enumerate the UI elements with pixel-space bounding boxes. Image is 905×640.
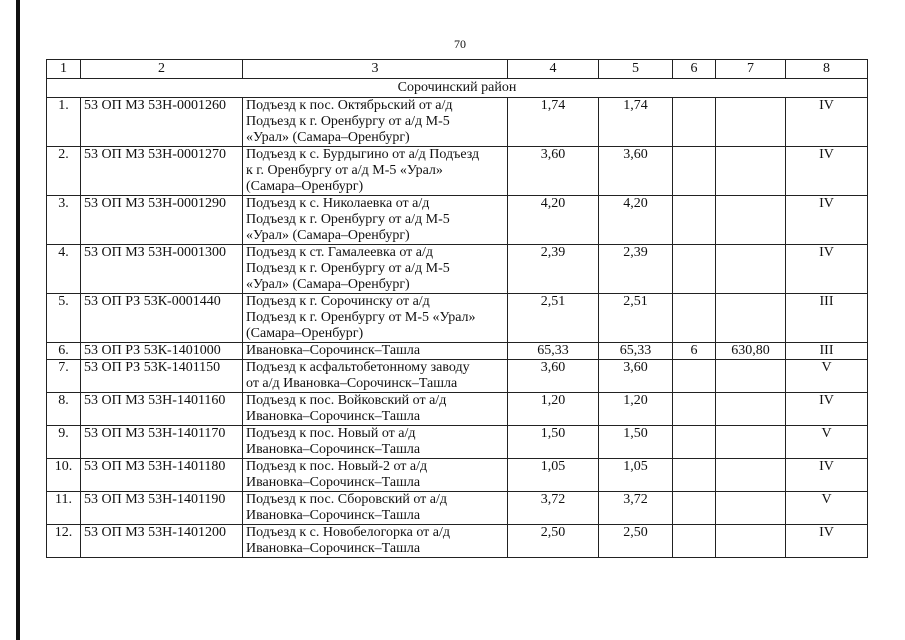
row-number: 2. (47, 147, 81, 196)
road-name-line: Подъезд к г. Оренбургу от а/д М-5 (246, 261, 450, 276)
length-value: 1,05 (508, 459, 599, 492)
column-6-value (673, 294, 716, 343)
length-value: 3,60 (508, 147, 599, 196)
column-6-value (673, 147, 716, 196)
header-row (47, 60, 868, 79)
road-name-line: Подъезд к пос. Сборовский от а/д (246, 492, 448, 507)
length-value-2: 1,74 (599, 98, 673, 147)
row-number: 3. (47, 196, 81, 245)
road-name-line: Подъезд к г. Оренбургу от а/д М-5 (246, 114, 450, 129)
road-name (243, 343, 508, 360)
road-name-line: (Самара–Оренбург) (246, 326, 364, 341)
column-header: 5 (599, 60, 673, 79)
row-number: 10. (47, 459, 81, 492)
column-7-value (716, 98, 786, 147)
road-code: 53 ОП МЗ 53Н-1401170 (81, 426, 243, 459)
road-name (243, 245, 508, 294)
road-name-line: Подъезд к г. Оренбургу от а/д М-5 (246, 212, 450, 227)
road-code: 53 ОП МЗ 53Н-1401180 (81, 459, 243, 492)
row-number: 5. (47, 294, 81, 343)
road-category: V (786, 492, 868, 525)
length-value: 1,50 (508, 426, 599, 459)
road-name-line: Подъезд к ст. Гамалеевка от а/д (246, 245, 433, 260)
length-value-2: 1,50 (599, 426, 673, 459)
column-6-value (673, 492, 716, 525)
column-header: 7 (716, 60, 786, 79)
row-number: 4. (47, 245, 81, 294)
table-row (47, 98, 868, 147)
row-number: 1. (47, 98, 81, 147)
road-name (243, 459, 508, 492)
column-7-value (716, 459, 786, 492)
length-value-2: 2,51 (599, 294, 673, 343)
row-number: 8. (47, 393, 81, 426)
column-6-value (673, 196, 716, 245)
road-name-line: Подъезд к асфальтобетонному заводу (246, 360, 470, 375)
row-number: 12. (47, 525, 81, 558)
column-7-value (716, 525, 786, 558)
length-value-2: 3,72 (599, 492, 673, 525)
road-category: IV (786, 393, 868, 426)
road-name-line: Подъезд к пос. Войковский от а/д (246, 393, 447, 408)
road-name (243, 147, 508, 196)
table-row (47, 343, 868, 360)
road-name (243, 98, 508, 147)
table-row (47, 525, 868, 558)
road-category: IV (786, 147, 868, 196)
road-code: 53 ОП МЗ 53Н-1401190 (81, 492, 243, 525)
road-category: III (786, 343, 868, 360)
table-body (47, 60, 868, 558)
length-value: 4,20 (508, 196, 599, 245)
table-row (47, 492, 868, 525)
row-number: 6. (47, 343, 81, 360)
row-number: 9. (47, 426, 81, 459)
column-7-value: 630,80 (716, 343, 786, 360)
road-name-line: Подъезд к с. Новобелогорка от а/д (246, 525, 450, 540)
table-row (47, 426, 868, 459)
column-header: 2 (81, 60, 243, 79)
road-name (243, 426, 508, 459)
road-name-line: к г. Оренбургу от а/д М-5 «Урал» (246, 163, 443, 178)
road-name-line: (Самара–Оренбург) (246, 179, 364, 194)
length-value-2: 2,50 (599, 525, 673, 558)
length-value: 2,39 (508, 245, 599, 294)
roads-table (46, 59, 868, 558)
column-header: 6 (673, 60, 716, 79)
road-category: IV (786, 196, 868, 245)
column-7-value (716, 393, 786, 426)
road-category: III (786, 294, 868, 343)
column-6-value (673, 245, 716, 294)
column-7-value (716, 426, 786, 459)
length-value: 65,33 (508, 343, 599, 360)
left-margin-rule (16, 0, 20, 640)
road-category: IV (786, 525, 868, 558)
length-value: 2,50 (508, 525, 599, 558)
road-name-line: «Урал» (Самара–Оренбург) (246, 277, 410, 292)
row-number: 11. (47, 492, 81, 525)
road-code: 53 ОП МЗ 53Н-0001260 (81, 98, 243, 147)
road-code: 53 ОП МЗ 53Н-0001270 (81, 147, 243, 196)
table-row (47, 147, 868, 196)
road-name (243, 393, 508, 426)
table-row (47, 459, 868, 492)
road-name-line: Подъезд к пос. Новый-2 от а/д (246, 459, 428, 474)
column-header: 3 (243, 60, 508, 79)
road-code: 53 ОП МЗ 53Н-1401160 (81, 393, 243, 426)
road-name (243, 360, 508, 393)
column-6-value (673, 98, 716, 147)
row-number: 7. (47, 360, 81, 393)
road-category: V (786, 360, 868, 393)
column-header: 4 (508, 60, 599, 79)
column-7-value (716, 492, 786, 525)
length-value-2: 3,60 (599, 147, 673, 196)
road-name (243, 196, 508, 245)
road-name-line: Ивановка–Сорочинск–Ташла (246, 343, 421, 358)
road-category: IV (786, 98, 868, 147)
road-code: 53 ОП РЗ 53К-0001440 (81, 294, 243, 343)
road-name (243, 492, 508, 525)
road-code: 53 ОП РЗ 53К-1401000 (81, 343, 243, 360)
road-category: IV (786, 245, 868, 294)
column-6-value (673, 426, 716, 459)
table-row (47, 393, 868, 426)
road-name-line: Подъезд к пос. Октябрьский от а/д (246, 98, 453, 113)
column-header: 8 (786, 60, 868, 79)
road-name (243, 525, 508, 558)
column-7-value (716, 294, 786, 343)
road-name-line: Подъезд к г. Оренбургу от М-5 «Урал» (246, 310, 476, 325)
length-value: 3,60 (508, 360, 599, 393)
road-name-line: Ивановка–Сорочинск–Ташла (246, 475, 421, 490)
road-code: 53 ОП МЗ 53Н-0001290 (81, 196, 243, 245)
column-6-value (673, 360, 716, 393)
column-7-value (716, 196, 786, 245)
district-name: Сорочинский район (47, 79, 868, 98)
table-row (47, 245, 868, 294)
column-6-value (673, 393, 716, 426)
road-name-line: от а/д Ивановка–Сорочинск–Ташла (246, 376, 458, 391)
road-name-line: «Урал» (Самара–Оренбург) (246, 228, 410, 243)
road-code: 53 ОП МЗ 53Н-0001300 (81, 245, 243, 294)
column-7-value (716, 147, 786, 196)
road-name-line: Ивановка–Сорочинск–Ташла (246, 541, 421, 556)
column-6-value: 6 (673, 343, 716, 360)
road-name-line: Ивановка–Сорочинск–Ташла (246, 508, 421, 523)
road-category: V (786, 426, 868, 459)
district-row (47, 79, 868, 98)
length-value: 2,51 (508, 294, 599, 343)
road-code: 53 ОП РЗ 53К-1401150 (81, 360, 243, 393)
road-name-line: Подъезд к с. Николаевка от а/д (246, 196, 430, 211)
length-value-2: 3,60 (599, 360, 673, 393)
length-value-2: 1,05 (599, 459, 673, 492)
road-name (243, 294, 508, 343)
length-value-2: 65,33 (599, 343, 673, 360)
road-name-line: Подъезд к г. Сорочинску от а/д (246, 294, 430, 309)
table-row (47, 360, 868, 393)
length-value: 3,72 (508, 492, 599, 525)
length-value-2: 4,20 (599, 196, 673, 245)
length-value: 1,20 (508, 393, 599, 426)
column-6-value (673, 459, 716, 492)
length-value-2: 2,39 (599, 245, 673, 294)
road-name-line: Ивановка–Сорочинск–Ташла (246, 409, 421, 424)
page-number: 70 (454, 37, 466, 51)
road-code: 53 ОП МЗ 53Н-1401200 (81, 525, 243, 558)
column-header: 1 (47, 60, 81, 79)
table-row (47, 196, 868, 245)
column-7-value (716, 360, 786, 393)
road-name-line: Подъезд к пос. Новый от а/д (246, 426, 416, 441)
road-name-line: Подъезд к с. Бурдыгино от а/д Подъезд (246, 147, 480, 162)
road-name-line: «Урал» (Самара–Оренбург) (246, 130, 410, 145)
column-7-value (716, 245, 786, 294)
length-value-2: 1,20 (599, 393, 673, 426)
road-name-line: Ивановка–Сорочинск–Ташла (246, 442, 421, 457)
table-row (47, 294, 868, 343)
road-category: IV (786, 459, 868, 492)
length-value: 1,74 (508, 98, 599, 147)
column-6-value (673, 525, 716, 558)
